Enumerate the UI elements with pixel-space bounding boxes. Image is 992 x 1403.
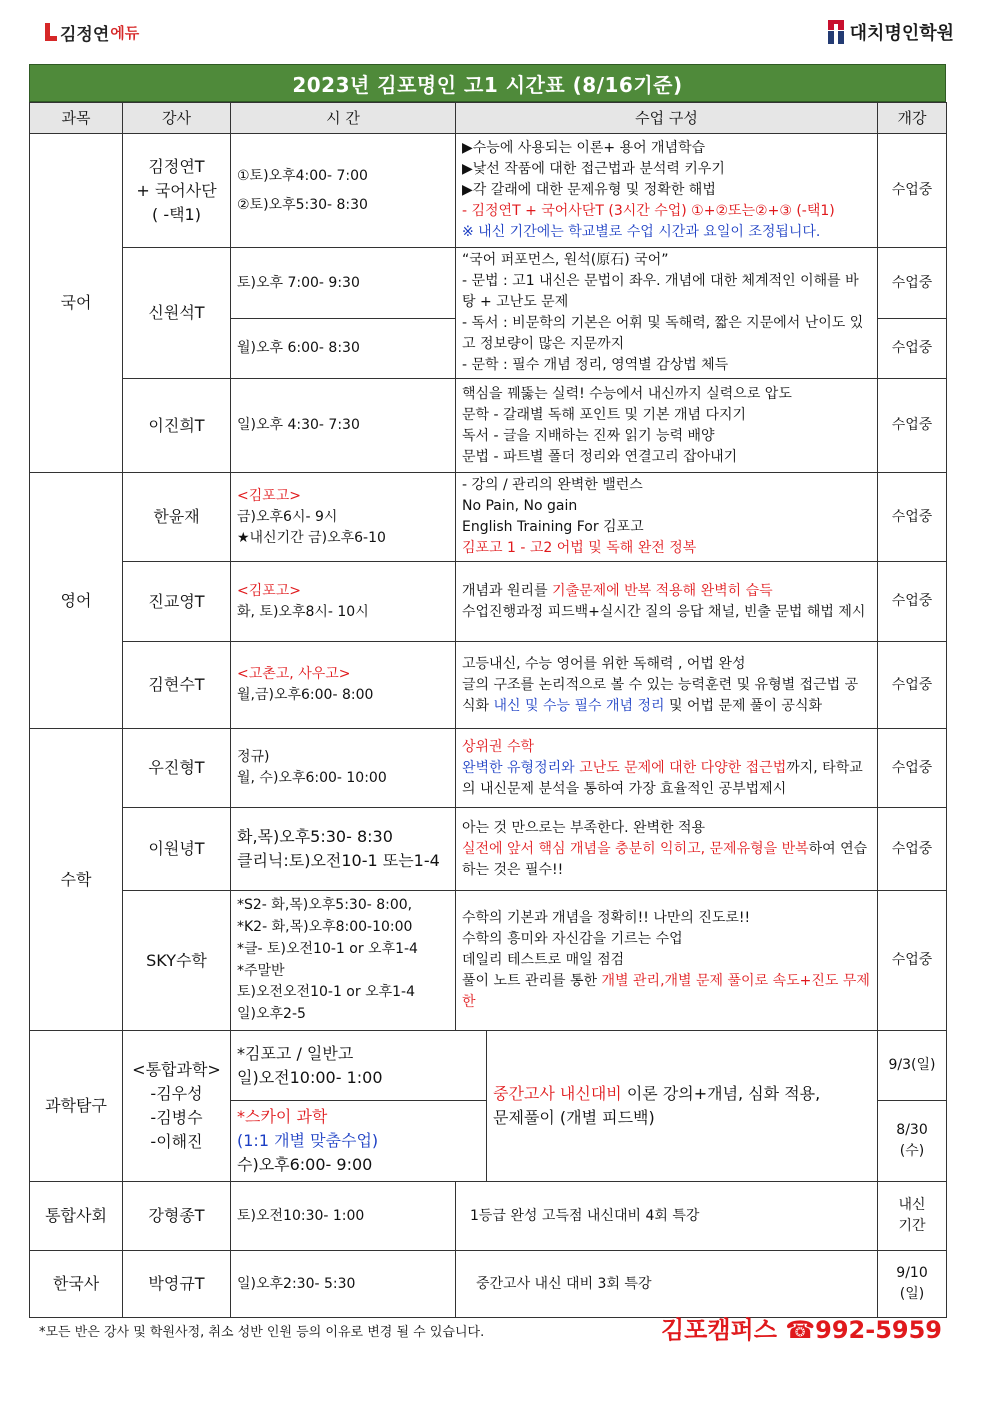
teacher-cell: 이진희T (123, 379, 231, 473)
time-cell: <고촌고, 사우고> 월,금)오후6:00- 8:00 (231, 642, 456, 729)
status-badge: 수업중 (878, 642, 947, 729)
status-badge: 수업중 (878, 134, 947, 248)
time-cell: 정규) 월, 수)오후6:00- 10:00 (231, 729, 456, 808)
subject-cell: 과학탐구 (30, 1031, 123, 1182)
time-cell: 일)오후2:30- 5:30 (231, 1251, 456, 1318)
subject-cell: 국어 (30, 134, 123, 473)
col-time: 시 간 (231, 103, 456, 134)
teacher-cell: 김현수T (123, 642, 231, 729)
status-badge: 수업중 (878, 729, 947, 808)
status-badge: 내신 기간 (878, 1182, 947, 1251)
subject-cell: 한국사 (30, 1251, 123, 1318)
table-row (30, 642, 947, 729)
table-row (30, 1182, 947, 1251)
description-cell: 개념과 원리를 기출문제에 반복 적용해 완벽히 습득 수업진행과정 피드백+실시간 질의 응답 채널, 빈출 문법 해법 제시 (456, 562, 878, 642)
logo-left-main: 김정연 (60, 24, 110, 45)
teacher-cell: 김정연T + 국어사단 ( -택1) (123, 134, 231, 248)
footer-note: *모든 반은 강사 및 학원사정, 취소 성반 인원 등의 이유로 변경 될 수 있습니다. (39, 1325, 485, 1340)
description-cell: 1등급 완성 고득점 내신대비 4회 특강 (456, 1182, 878, 1251)
description-cell: 아는 것 만으로는 부족한다. 완벽한 적용 실전에 앞서 핵심 개념을 충분히 익히고, 문제유형을 반복하여 연습하는 것은 필수!! (456, 808, 878, 891)
description-cell: 핵심을 꿰뚫는 실력! 수능에서 내신까지 실력으로 압도 문학 - 갈래별 독해 포인트 및 기본 개념 다지기 독서 - 글을 지배하는 진짜 읽기 능력 배양 문법 - 파트별 폴더 정리와 연결고리 잡아내기 (456, 379, 878, 473)
table-row (30, 1251, 947, 1318)
academy-logo-right (828, 19, 954, 45)
teacher-cell: <통합과학> -김우성 -김병수 -이해진 (123, 1031, 231, 1182)
logo-emblem-icon (828, 20, 844, 44)
time-cell: *S2- 화,목)오후5:30- 8:00, *K2- 화,목)오후8:00-10:00 *클- 토)오전10-1 or 오후1-4 *주말반 토)오전오전10-1 or 오후1-4 일)오후2-5 (231, 891, 456, 1031)
subject-cell: 수학 (30, 729, 123, 1031)
teacher-cell: 강형종T (123, 1182, 231, 1251)
table-row (30, 1031, 947, 1101)
time-cell: *스카이 과학 (1:1 개별 맞춤수업) 수)오후6:00- 9:00 (231, 1101, 487, 1182)
description-cell: ▶수능에 사용되는 이론+ 용어 개념학습 ▶낯선 작품에 대한 접근법과 분석력 키우기 ▶각 갈래에 대한 문제유형 및 정확한 해법 - 김정연T + 국어사단T (3시간 수업) ①+②또는②+③ (-택1) ※ 내신 기간에는 학교별로 수업 시간과 요일이 조정됩니다. (456, 134, 878, 248)
time-cell: ①토)오후4:00- 7:00 ②토)오후5:30- 8:30 (231, 134, 456, 248)
logo-right-text: 대치명인학원 (849, 23, 954, 44)
time-cell: 토)오전10:30- 1:00 (231, 1182, 456, 1251)
table-header-row (30, 103, 947, 134)
col-teacher: 강사 (123, 103, 231, 134)
logo-mark-icon (45, 23, 57, 41)
status-badge: 9/3(일) (878, 1031, 947, 1101)
time-cell: 일)오후 4:30- 7:30 (231, 379, 456, 473)
teacher-cell: 한윤재 (123, 473, 231, 562)
teacher-cell: SKY수학 (123, 891, 231, 1031)
status-badge: 수업중 (878, 891, 947, 1031)
table-row (30, 891, 947, 1031)
table-row (30, 134, 947, 248)
status-badge: 수업중 (878, 562, 947, 642)
description-cell: 고등내신, 수능 영어를 위한 독해력 , 어법 완성 글의 구조를 논리적으로 볼 수 있는 능력훈련 및 유형별 접근법 공식화 내신 및 수능 필수 개념 정리 및 어법 문제 풀이 공식화 (456, 642, 878, 729)
time-cell: <김포고> 화, 토)오후8시- 10시 (231, 562, 456, 642)
time-cell: 토)오후 7:00- 9:30 (231, 248, 456, 319)
academy-logo-left (45, 20, 139, 44)
page-title: 2023년 김포명인 고1 시간표 (8/16기준) (29, 64, 946, 102)
col-status: 개강 (878, 103, 947, 134)
campus-phone: 김포캠퍼스 ☎992-5959 (660, 1316, 942, 1344)
description-cell: “국어 퍼포먼스, 원석(原石) 국어” - 문법 : 고1 내신은 문법이 좌우. 개념에 대한 체계적인 이해를 바탕 + 고난도 문제 - 독서 : 비문학의 기본은 어휘 및 독해력, 짧은 지문에서 난이도 있고 정보량이 많은 지문까지 - 문학 : 필수 개념 정리, 영역별 감상법 체득 (456, 248, 878, 379)
col-description: 수업 구성 (456, 103, 878, 134)
description-cell: - 강의 / 관리의 완벽한 밸런스 No Pain, No gain English Training For 김포고 김포고 1 - 고2 어법 및 독해 완전 정복 (456, 473, 878, 562)
description-cell: 수학의 기본과 개념을 정확히!! 나만의 진도로!! 수학의 흥미와 자신감을 기르는 수업 데일리 테스트로 매일 점검 풀이 노트 관리를 통한 개별 관리,개별 문제 풀이로 속도+진도 무제한 (456, 891, 878, 1031)
time-cell: 화,목)오후5:30- 8:30 클리닉:토)오전10-1 또는1-4 (231, 808, 456, 891)
status-badge: 수업중 (878, 379, 947, 473)
subject-cell: 영어 (30, 473, 123, 729)
teacher-cell: 신원석T (123, 248, 231, 379)
status-badge: 수업중 (878, 473, 947, 562)
status-badge: 수업중 (878, 808, 947, 891)
description-cell: 중간고사 내신 대비 3회 특강 (456, 1251, 878, 1318)
subject-cell: 통합사회 (30, 1182, 123, 1251)
teacher-cell: 우진형T (123, 729, 231, 808)
table-row (30, 562, 947, 642)
teacher-cell: 이원녕T (123, 808, 231, 891)
teacher-cell: 박영규T (123, 1251, 231, 1318)
status-badge: 9/10 (일) (878, 1251, 947, 1318)
status-badge: 8/30 (수) (878, 1101, 947, 1182)
description-cell: 상위권 수학 완벽한 유형정리와 고난도 문제에 대한 다양한 접근법까지, 타학교의 내신문제 분석을 통하여 가장 효율적인 공부법제시 (456, 729, 878, 808)
logo-left-accent: 에듀 (110, 23, 140, 42)
table-row (30, 729, 947, 808)
table-row (30, 379, 947, 473)
table-row (30, 248, 947, 319)
timetable (29, 102, 947, 1318)
time-cell: <김포고> 금)오후6시- 9시 ★내신기간 금)오후6-10 (231, 473, 456, 562)
col-subject: 과목 (30, 103, 123, 134)
description-cell: 중간고사 내신대비 이론 강의+개념, 심화 적용, 문제풀이 (개별 피드백) (487, 1031, 878, 1182)
table-row (30, 808, 947, 891)
time-cell: 월)오후 6:00- 8:30 (231, 319, 456, 379)
teacher-cell: 진교영T (123, 562, 231, 642)
table-row (30, 473, 947, 562)
status-badge: 수업중 (878, 319, 947, 379)
time-cell: *김포고 / 일반고 일)오전10:00- 1:00 (231, 1031, 487, 1101)
status-badge: 수업중 (878, 248, 947, 319)
